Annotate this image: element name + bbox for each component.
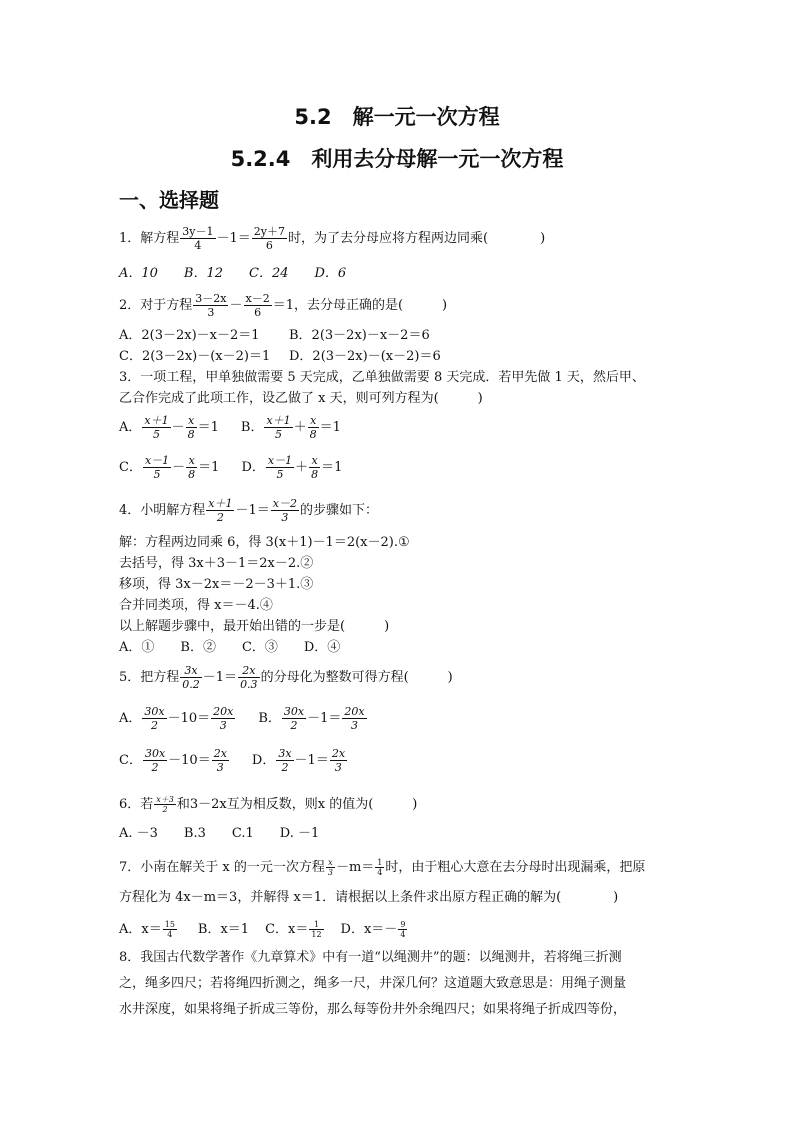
q4-step-2: 去括号，得 3x＋3－1＝2x－2.② [119,556,314,571]
question-4: 4．小明解方程 $\frac{x+1}{2}$ －1＝ $\frac{x-2}{3}$ 的步骤如下： [119,497,378,524]
q4-step-3: 移项，得 3x－2x＝－2－3＋1.③ [119,577,314,592]
q1-stem: 1．解方程 [119,231,180,246]
q5-options-row1: A． $\frac{30x}{2}$ －10＝ $\frac{20x}{3}$ B． $\frac{30x}{2}$ －1＝ $\frac{20x}{3}$ [119,705,365,732]
q3-options-row2: C． $\frac{x-1}{5}$ － $\frac{x}{8}$ ＝1 D． $\frac{x-1}{5}$ ＋ $\frac{x}{8}$ ＝1 [119,454,343,481]
q3-options-row1: A． $\frac{x+1}{5}$ － $\frac{x}{8}$ ＝1 B． $\frac{x+1}{5}$ ＋ $\frac{x}{8}$ ＝1 [119,414,341,441]
question-8-line1: 8．我国古代数学著作《九章算术》中有一道“以绳测井”的题：以绳测井，若将绳三折测 [119,950,622,965]
question-3-line1: 3．一项工程，甲单独做需要 5 天完成，乙单独做需要 8 天完成．若甲先做 1 天，然后甲、 [119,370,645,385]
q5-options-row2: C． $\frac{30x}{2}$ －10＝ $\frac{2x}{3}$ D． $\frac{3x}{2}$ －1＝ $\frac{2x}{3}$ [119,747,346,774]
q1-options: A．10 B．12 C．24 D．6 [119,266,347,281]
question-2: 2．对于方程 $\frac{3-2x}{3}$ － $\frac{x-2}{6}$ ＝1，去分母正确的是( ) [119,292,448,319]
section-heading: 一、选择题 [119,188,219,212]
q4-options: A．① B．② C．③ D．④ [119,640,341,655]
page-title: 5.2 解一元一次方程 [294,105,500,129]
q6-options: A. －3 B.3 C.1 D. －1 [119,826,320,841]
q4-question: 以上解题步骤中，最开始出错的一步是( ) [119,619,390,634]
question-7-line2: 方程化为 4x－m＝3，并解得 x＝1．请根据以上条件求出原方程正确的解为( ) [119,890,619,905]
page-subtitle: 5.2.4 利用去分母解一元一次方程 [230,147,564,171]
question-8-line2: 之，绳多四尺；若将绳四折测之，绳多一尺，井深几何？这道题大致意思是：用绳子测量 [119,976,627,991]
fraction: $\frac{2y+7}{6}$ [253,225,285,252]
q4-step-4: 合并同类项，得 x＝－4.④ [119,598,273,613]
fraction: $\frac{3y-1}{4}$ [182,225,214,252]
question-3-line2: 乙合作完成了此项工作，设乙做了 x 天，则可列方程为( ) [119,391,483,406]
q4-step-1: 解：方程两边同乘 6，得 3(x＋1)－1＝2(x－2).① [119,535,410,550]
question-1: 1．解方程 $\frac{3y-1}{4}$ －1＝ $\frac{2y+7}{6}$ 时，为了去分母应将方程两边同乘( ) [119,225,546,252]
fraction: $\frac{x-2}{6}$ [245,292,270,319]
question-7-line1: 7．小南在解关于 x 的一元一次方程 $\frac{x}{3}$ －m＝ $\frac{1}{4}$ 时，由于粗心大意在去分母时出现漏乘，把原 [119,858,646,877]
q2-options-row1: A．2(3－2x)－x－2＝1 B．2(3－2x)－x－2＝6 [119,328,430,343]
question-5: 5．把方程 $\frac{3x}{0.2}$ －1＝ $\frac{2x}{0.3}$ 的分母化为整数可得方程( ) [119,664,453,691]
question-8-line3: 水井深度，如果将绳子折成三等份，那么每等份井外余绳四尺；如果将绳子折成四等份， [119,1002,627,1017]
q2-options-row2: C．2(3－2x)－(x－2)＝1 D．2(3－2x)－(x－2)＝6 [119,349,441,364]
question-6: 6．若 $\frac{x+3}{2}$ 和3－2x互为相反数，则x 的值为( ) [119,795,418,814]
fraction: $\frac{3-2x}{3}$ [195,292,227,319]
q7-options: A．x＝ $\frac{15}{4}$ B．x＝1 C．x＝ $\frac{1}{12}$ D．x＝－ $\frac{9}{4}$ [119,920,406,939]
